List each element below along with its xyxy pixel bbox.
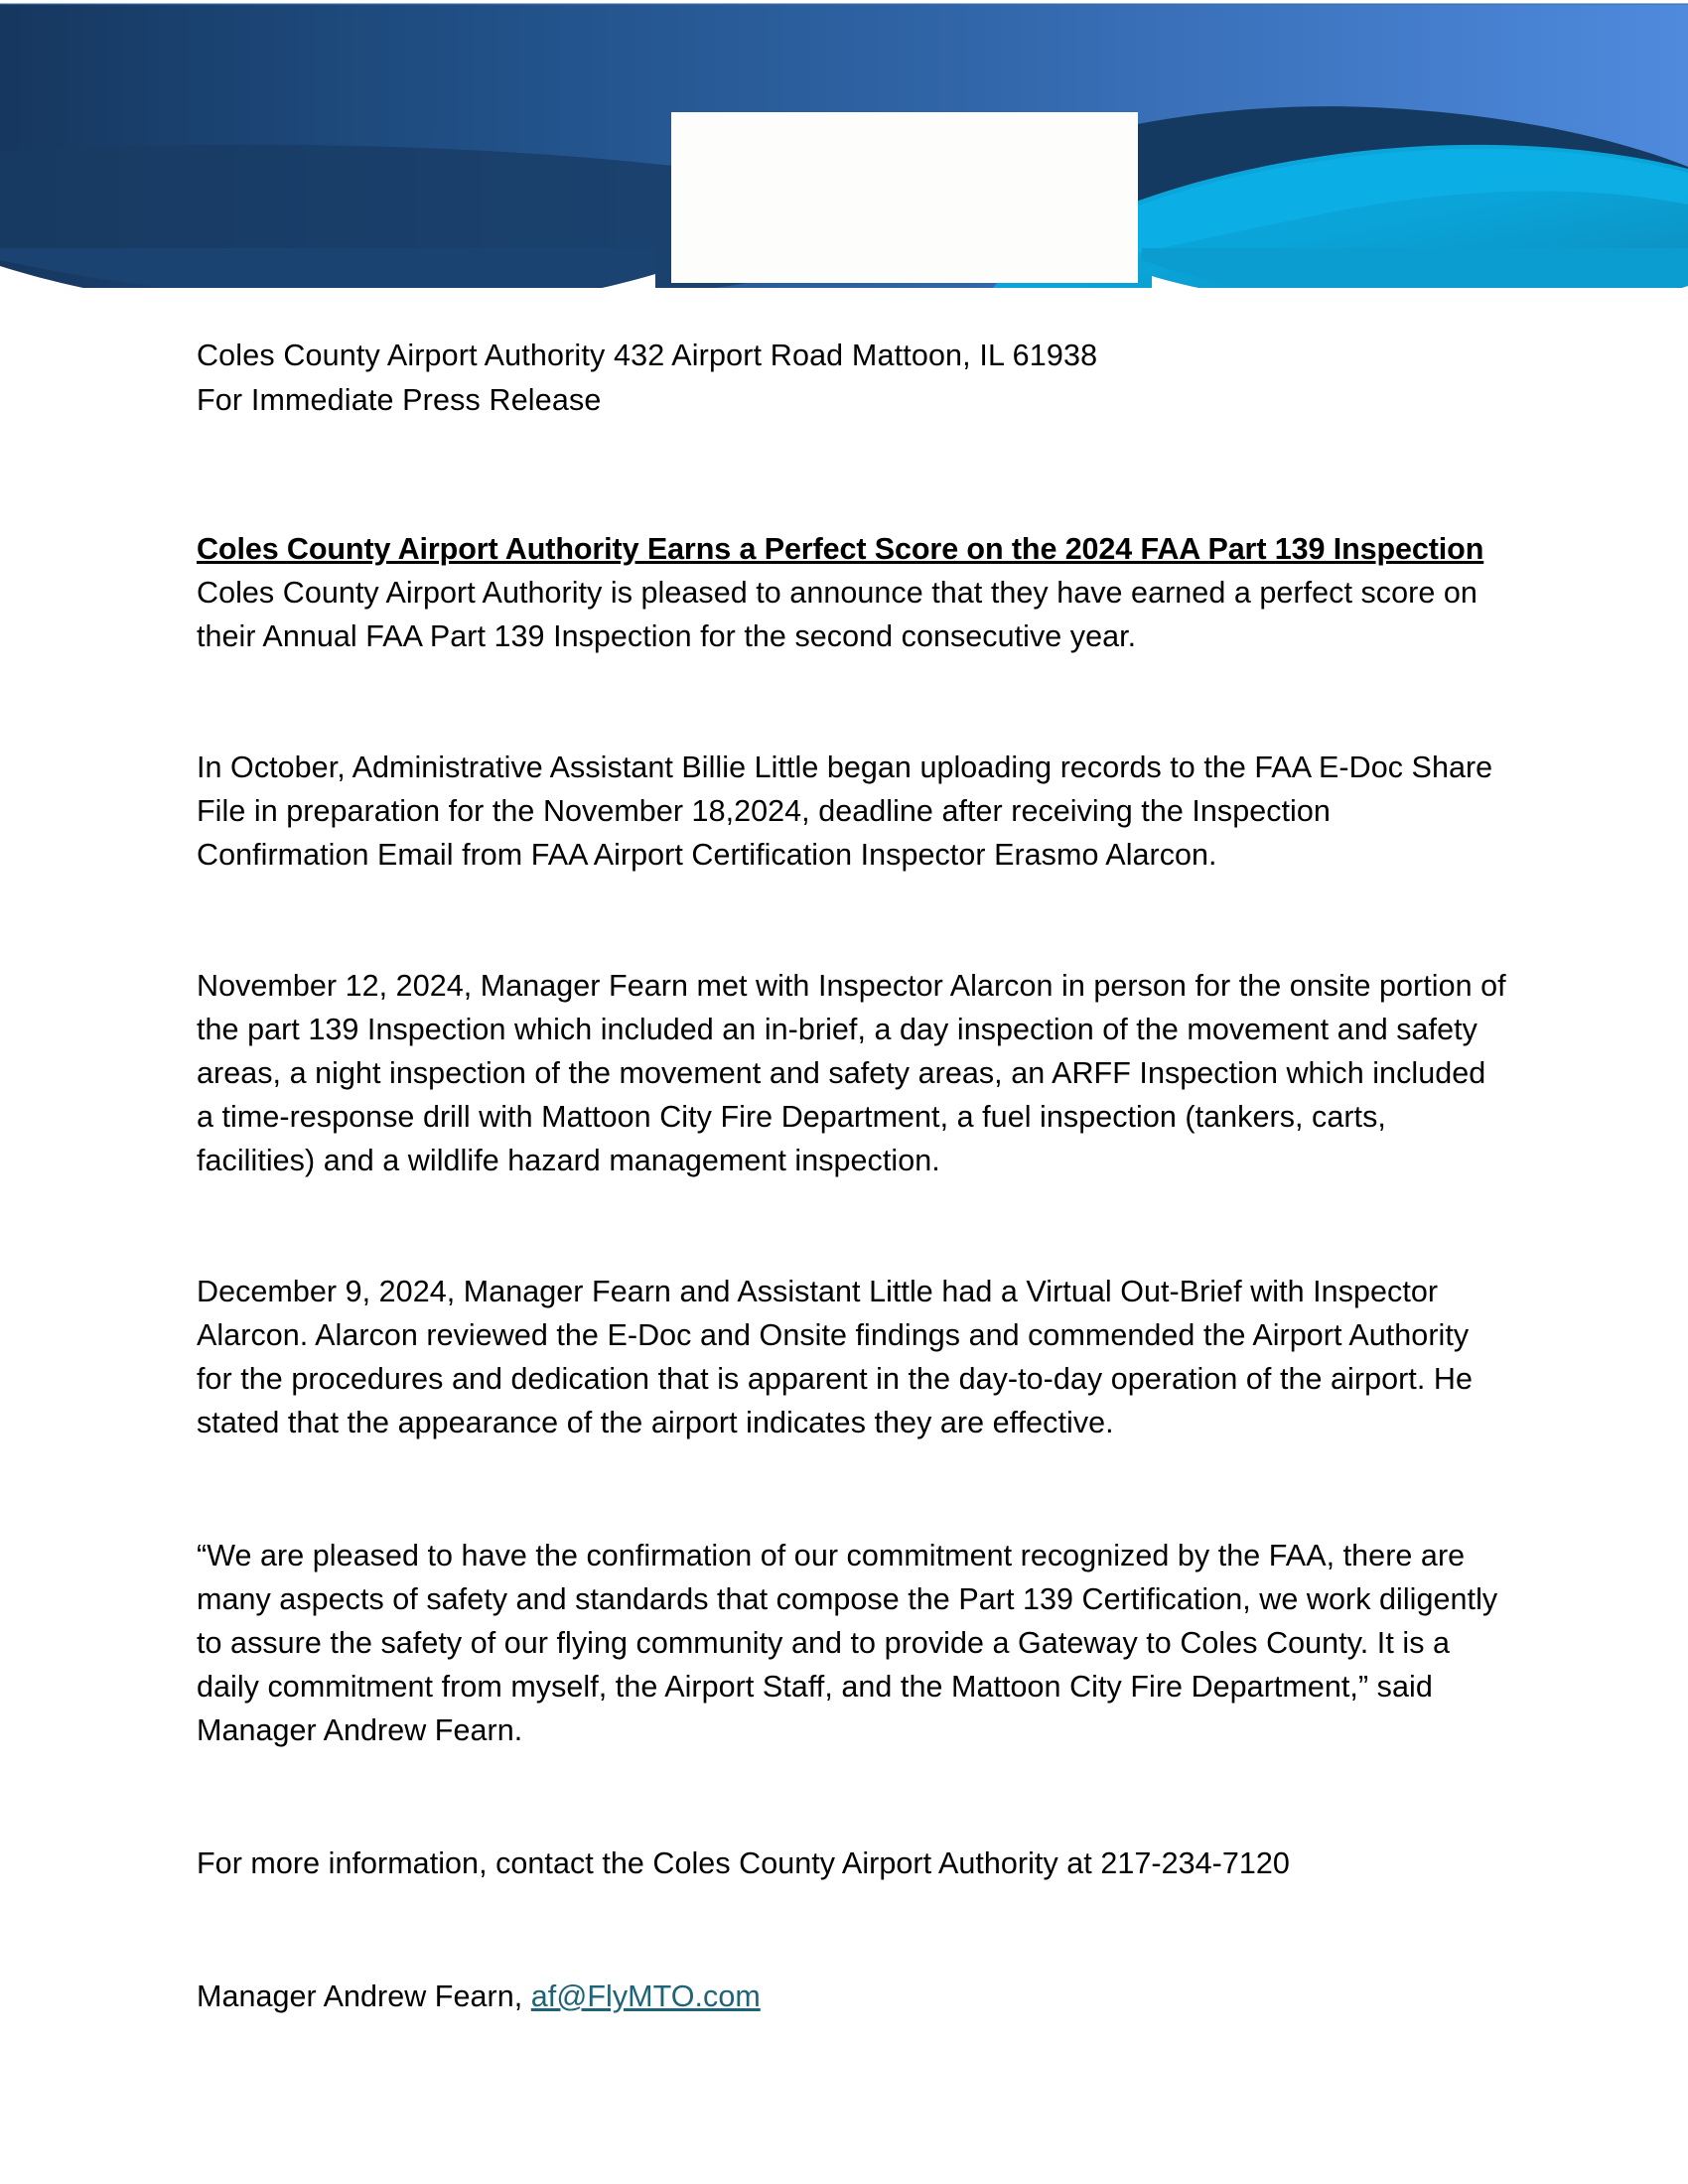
- spacer: [197, 1752, 1507, 1842]
- release-status-line: For Immediate Press Release: [197, 383, 602, 417]
- mto-logo-graphic: [671, 112, 1138, 283]
- spacer: [197, 877, 1507, 964]
- lede-paragraph: Coles County Airport Authority is pleased to announce that they have earned a perfect score on their Annual FAA Part 139 Inspection for the second consecutive year.: [197, 576, 1477, 653]
- signature-line: [197, 1975, 1507, 2018]
- paragraph-quote: “We are pleased to have the confirmation of our commitment recognized by the FAA, there are many aspects of safety and standards that compose the Part 139 Certification, we work diligently to assure the safety of our flying community and to provide a Gateway to Coles County. It is a daily commitment from myself, the Airport Staff, and the Mattoon City Fire Department,” said Manager Andrew Fearn.: [197, 1539, 1498, 1747]
- page-title: Coles County Airport Authority Earns a Perfect Score on the 2024 FAA Part 139 Inspection: [197, 532, 1484, 566]
- header-banner: [0, 0, 1688, 288]
- spacer: [197, 658, 1507, 746]
- document-page: [0, 288, 1688, 2018]
- document-content: [197, 334, 1507, 2018]
- paragraph-october: In October, Administrative Assistant Billie Little began uploading records to the FAA E-Doc Share File in preparation for the November 18,2024, deadline after receiving the Inspection Confirmation Email from FAA Airport Certification Inspector Erasmo Alarcon.: [197, 751, 1493, 872]
- address-block: [197, 334, 1507, 423]
- email-link[interactable]: af@FlyMTO.com: [530, 1979, 761, 2013]
- spacer: [197, 1885, 1507, 1975]
- address-line: Coles County Airport Authority 432 Airport Road Mattoon, IL 61938: [197, 339, 1098, 372]
- spacer: [197, 1444, 1507, 1534]
- contact-line: For more information, contact the Coles County Airport Authority at 217-234-7120: [197, 1846, 1290, 1880]
- paragraph-november: November 12, 2024, Manager Fearn met with Inspector Alarcon in person for the onsite portion of the part 139 Inspection which included an in-brief, a day inspection of the movement and safety areas, a night inspection of the movement and safety areas, an ARFF Inspection which included a time-response drill with Mattoon City Fire Department, a fuel inspection (tankers, carts, facilities) and a wildlife hazard management inspection.: [197, 969, 1506, 1177]
- mto-logo: [671, 112, 1138, 283]
- paragraph-december: December 9, 2024, Manager Fearn and Assistant Little had a Virtual Out-Brief with Inspector Alarcon. Alarcon reviewed the E-Doc and Onsite findings and commended the Airport Authority for the procedures and dedication that is apparent in the day-to-day operation of the airport. He stated that the appearance of the airport indicates they are effective.: [197, 1275, 1473, 1439]
- spacer: [197, 1182, 1507, 1270]
- signature-name: Manager Andrew Fearn,: [197, 1979, 531, 2013]
